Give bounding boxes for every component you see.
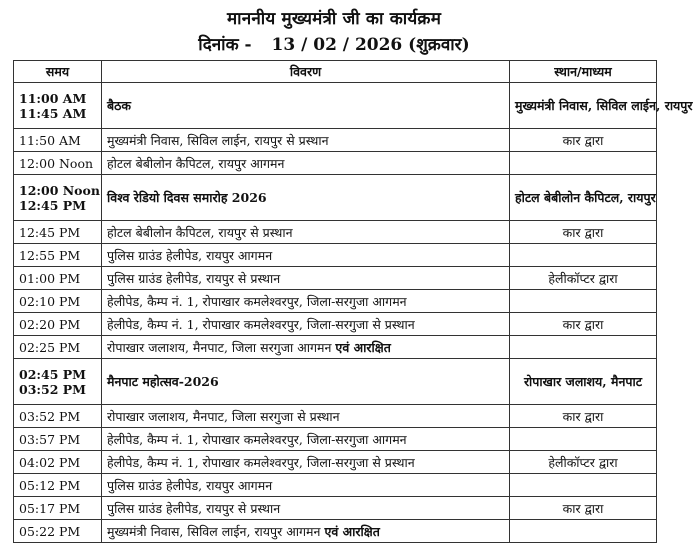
document-date-line: [0, 32, 668, 55]
row-place: कार द्वारा: [510, 129, 657, 152]
row-place: हेलीकॉप्टर द्वारा: [510, 267, 657, 290]
row-time: 02:25 PM: [14, 336, 102, 359]
table-row: [14, 152, 657, 175]
table-row: [14, 497, 657, 520]
row-place: [510, 290, 657, 313]
row-time: 12:55 PM: [14, 244, 102, 267]
reserved-note: एवं आरक्षित: [335, 339, 391, 355]
row-place: [510, 152, 657, 175]
row-time: 05:17 PM: [14, 497, 102, 520]
row-time: 01:00 PM: [14, 267, 102, 290]
table-header-row: [14, 61, 657, 83]
row-description: रोपाखार जलाशय, मैनपाट, जिला सरगुजा आगमन एवं आरक्षित: [102, 336, 510, 359]
date-value: 13 / 02 / 2026 (शुक्रवार): [271, 35, 470, 55]
table-row: [14, 313, 657, 336]
row-place: कार द्वारा: [510, 221, 657, 244]
table-row: [14, 474, 657, 497]
row-place: होटल बेबीलोन कैपिटल, रायपुर: [510, 175, 657, 221]
row-description: हेलीपेड, कैम्प नं. 1, रोपाखार कमलेश्वरपुर, जिला-सरगुजा से प्रस्थान: [102, 451, 510, 474]
table-row: [14, 405, 657, 428]
date-label: दिनांक -: [198, 35, 252, 55]
schedule-table: [13, 60, 693, 543]
table-row: [14, 428, 657, 451]
table-row: [14, 336, 657, 359]
table-row: [14, 129, 657, 152]
row-time: 11:50 AM: [14, 129, 102, 152]
row-time: 02:10 PM: [14, 290, 102, 313]
row-description: मुख्यमंत्री निवास, सिविल लाईन, रायपुर से प्रस्थान: [102, 129, 510, 152]
table-row: [14, 359, 657, 405]
row-description: बैठक: [102, 83, 510, 129]
column-header-details: विवरण: [102, 61, 510, 83]
table-row: [14, 221, 657, 244]
column-header-time: समय: [14, 61, 102, 83]
row-place: [510, 520, 657, 543]
row-description: पुलिस ग्राउंड हेलीपेड, रायपुर आगमन: [102, 244, 510, 267]
row-place: मुख्यमंत्री निवास, सिविल लाईन, रायपुर: [510, 83, 657, 129]
row-description: हेलीपेड, कैम्प नं. 1, रोपाखार कमलेश्वरपुर, जिला-सरगुजा से प्रस्थान: [102, 313, 510, 336]
row-place: [510, 336, 657, 359]
table-row: [14, 175, 657, 221]
row-time: 04:02 PM: [14, 451, 102, 474]
row-place: [510, 244, 657, 267]
column-header-place: स्थान/माध्यम: [510, 61, 657, 83]
row-time: 03:52 PM: [14, 405, 102, 428]
row-description: रोपाखार जलाशय, मैनपाट, जिला सरगुजा से प्रस्थान: [102, 405, 510, 428]
row-time: 02:45 PM 03:52 PM: [14, 359, 102, 405]
row-place: कार द्वारा: [510, 497, 657, 520]
row-description: हेलीपेड, कैम्प नं. 1, रोपाखार कमलेश्वरपुर, जिला-सरगुजा आगमन: [102, 290, 510, 313]
row-description: मैनपाट महोत्सव-2026: [102, 359, 510, 405]
table-row: [14, 83, 657, 129]
row-time: 12:45 PM: [14, 221, 102, 244]
row-place: हेलीकॉप्टर द्वारा: [510, 451, 657, 474]
row-time: 11:00 AM 11:45 AM: [14, 83, 102, 129]
table-row: [14, 267, 657, 290]
row-time: 12:00 Noon: [14, 152, 102, 175]
row-description: पुलिस ग्राउंड हेलीपेड, रायपुर आगमन: [102, 474, 510, 497]
document-title: माननीय मुख्यमंत्री जी का कार्यक्रम: [226, 9, 442, 29]
row-description: पुलिस ग्राउंड हेलीपेड, रायपुर से प्रस्थान: [102, 267, 510, 290]
table-row: [14, 244, 657, 267]
row-time: 05:22 PM: [14, 520, 102, 543]
table-row: [14, 451, 657, 474]
row-time: 03:57 PM: [14, 428, 102, 451]
row-description: होटल बेबीलोन कैपिटल, रायपुर आगमन: [102, 152, 510, 175]
row-place: कार द्वारा: [510, 405, 657, 428]
row-place: [510, 474, 657, 497]
row-description: होटल बेबीलोन कैपिटल, रायपुर से प्रस्थान: [102, 221, 510, 244]
table-row: [14, 290, 657, 313]
row-time: 02:20 PM: [14, 313, 102, 336]
row-time: 05:12 PM: [14, 474, 102, 497]
row-description: मुख्यमंत्री निवास, सिविल लाईन, रायपुर आगमन एवं आरक्षित: [102, 520, 510, 543]
row-description: पुलिस ग्राउंड हेलीपेड, रायपुर से प्रस्थान: [102, 497, 510, 520]
row-place: [510, 428, 657, 451]
table-row: [14, 520, 657, 543]
reserved-note: एवं आरक्षित: [324, 523, 380, 539]
row-time: 12:00 Noon 12:45 PM: [14, 175, 102, 221]
row-description: हेलीपेड, कैम्प नं. 1, रोपाखार कमलेश्वरपुर, जिला-सरगुजा आगमन: [102, 428, 510, 451]
row-place: कार द्वारा: [510, 313, 657, 336]
row-description: विश्व रेडियो दिवस समारोह 2026: [102, 175, 510, 221]
row-place: रोपाखार जलाशय, मैनपाट: [510, 359, 657, 405]
